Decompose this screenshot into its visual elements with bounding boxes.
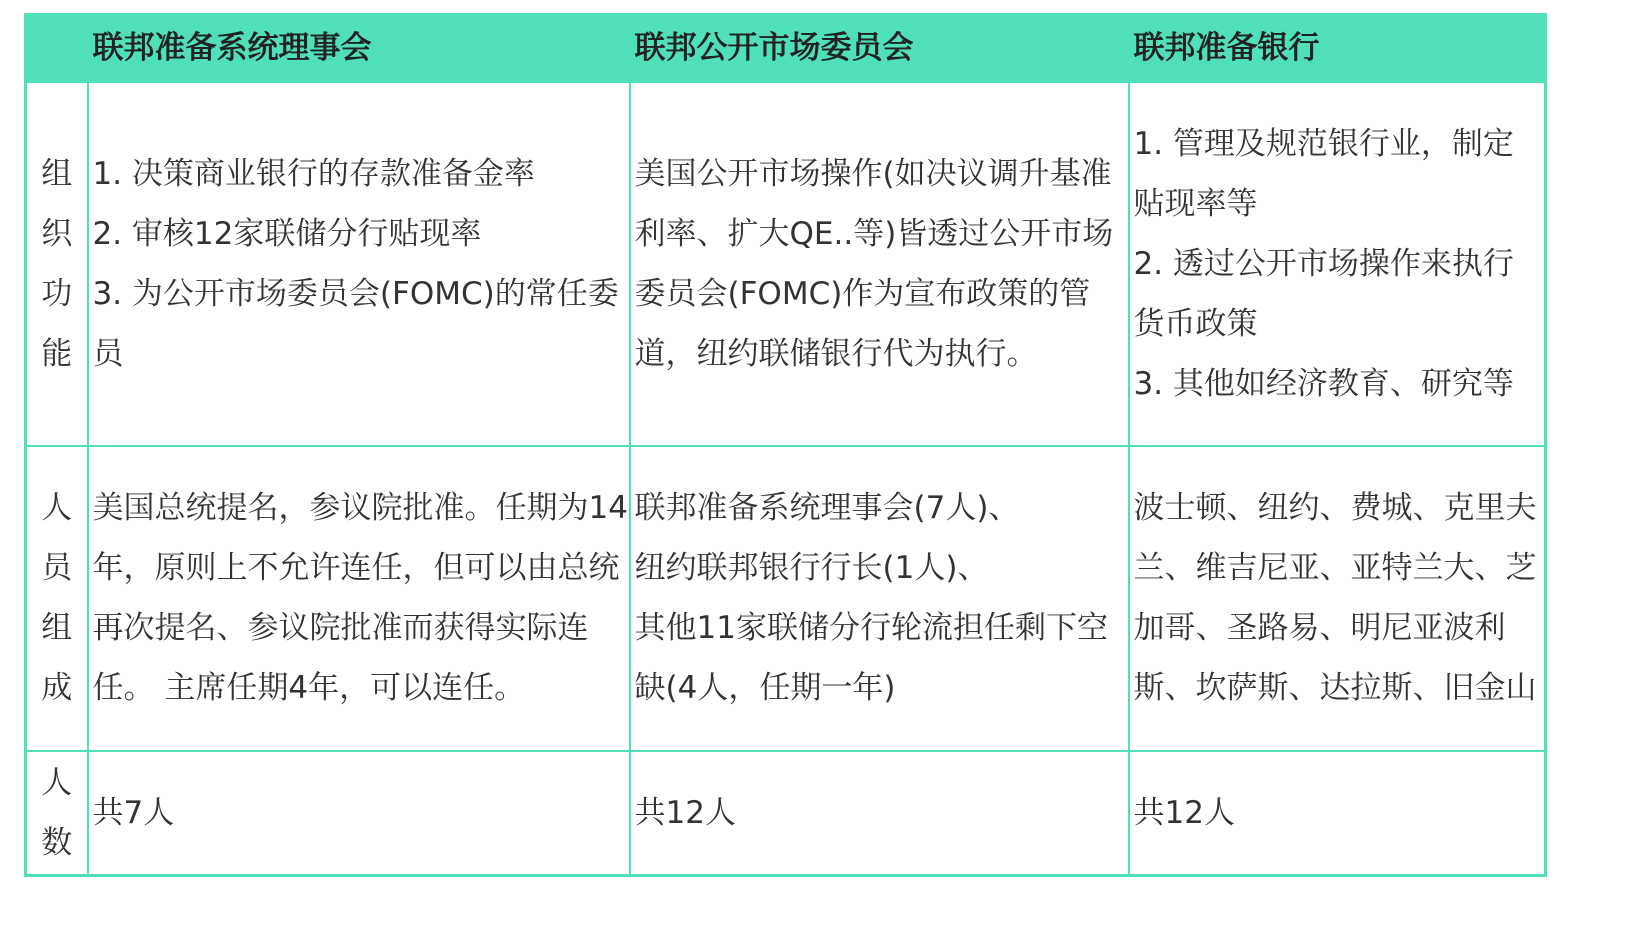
cell-functions-banks: [1129, 82, 1546, 446]
header-corner-cell: [26, 15, 88, 82]
cell-composition-banks: 波士顿、纽约、费城、克里夫兰、维吉尼亚、亚特兰大、芝加哥、圣路易、明尼亚波利斯、坎萨斯、达拉斯、旧金山: [1129, 446, 1546, 751]
cell-headcount-board: 共7人: [88, 751, 630, 876]
row-label-headcount: 人数: [26, 751, 88, 876]
table-row-headcount: [26, 751, 1546, 876]
header-federal-reserve-banks: 联邦准备银行: [1129, 15, 1546, 82]
row-label-functions: 组织功能: [26, 82, 88, 446]
list-item: 1. 决策商业银行的存款准备金率: [92, 155, 535, 192]
federal-reserve-comparison-table: [24, 13, 1547, 877]
cell-functions-board: [88, 82, 630, 446]
row-label-composition: 人员组成: [26, 446, 88, 751]
list-item: 其他11家联储分行轮流担任剩下空缺(4人，任期一年): [634, 610, 1108, 706]
list-item: 3. 为公开市场委员会(FOMC)的常任委员: [92, 275, 619, 372]
table-header-row: [26, 15, 1546, 82]
cell-headcount-banks: 共12人: [1129, 751, 1546, 876]
list-item: 1. 管理及规范银行业，制定贴现率等: [1133, 125, 1514, 222]
list-item: 纽约联邦银行行长(1人)、: [634, 550, 989, 586]
list-item: 联邦准备系统理事会(7人)、: [634, 490, 1020, 526]
cell-functions-fomc: 美国公开市场操作(如决议调升基准利率、扩大QE..等)皆透过公开市场委员会(FOMC)作为宣布政策的管道，纽约联储银行代为执行。: [630, 82, 1129, 446]
header-board-of-governors: 联邦准备系统理事会: [88, 15, 630, 82]
header-fomc: 联邦公开市场委员会: [630, 15, 1129, 82]
cell-headcount-fomc: 共12人: [630, 751, 1129, 876]
cell-composition-fomc: [630, 446, 1129, 751]
table-row-functions: [26, 82, 1546, 446]
list-item: 3. 其他如经济教育、研究等: [1133, 365, 1514, 402]
list-item: 2. 审核12家联储分行贴现率: [92, 215, 482, 252]
list-item: 2. 透过公开市场操作来执行货币政策: [1133, 245, 1514, 342]
cell-composition-board: 美国总统提名，参议院批准。任期为14年，原则上不允许连任，但可以由总统再次提名、参议院批准而获得实际连任。 主席任期4年，可以连任。: [88, 446, 630, 751]
table-row-composition: [26, 446, 1546, 751]
